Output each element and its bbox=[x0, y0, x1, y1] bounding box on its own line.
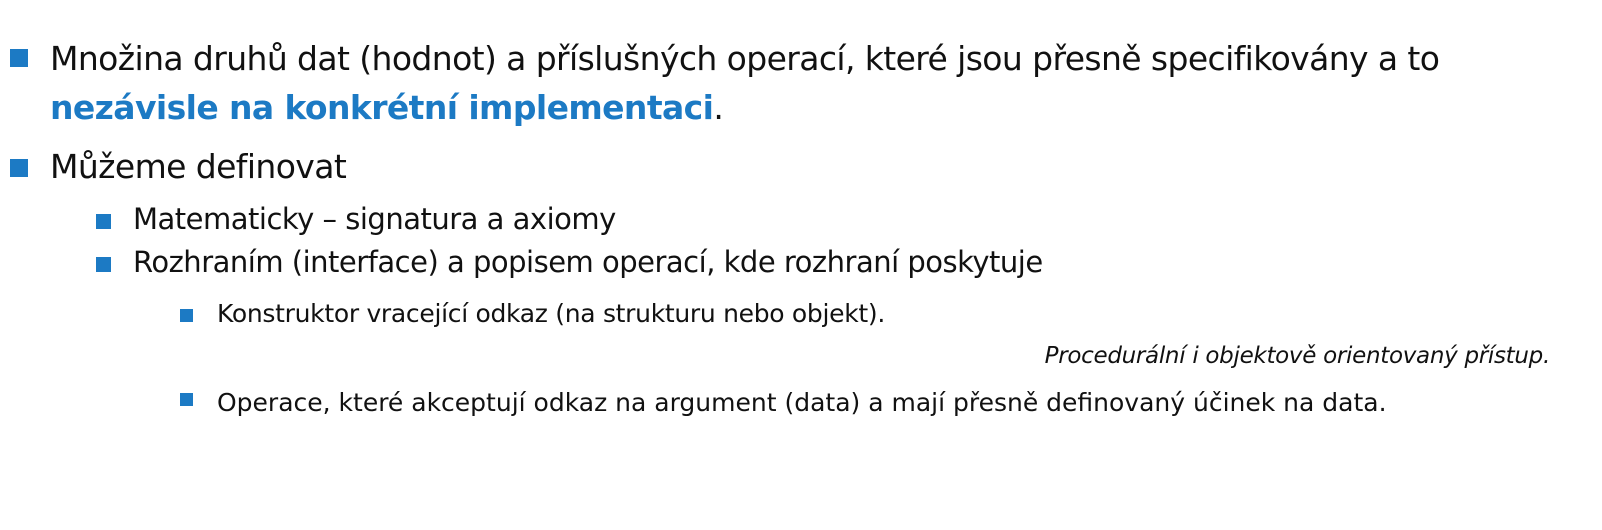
definition-text-line1: Množina druhů dat (hodnot) a příslušných operací, které jsou přesně specifikovány a to bbox=[50, 39, 1440, 78]
definition-text-line2 bbox=[50, 89, 723, 127]
sub-item-math-text: Matematicky – signatura a axiomy bbox=[133, 202, 616, 236]
square-bullet-icon bbox=[10, 49, 28, 67]
square-bullet-icon bbox=[96, 257, 111, 272]
subsub-item-operations-text: Operace, které akceptují odkaz na argument (data) a mají přesně definovaný účinek na data. bbox=[217, 388, 1387, 417]
subsub-item-constructor-text: Konstruktor vracející odkaz (na strukturu nebo objekt). bbox=[217, 299, 885, 328]
definition-tail: . bbox=[713, 88, 724, 127]
definition-emphasis: nezávisle na konkrétní implementaci bbox=[50, 88, 714, 127]
square-bullet-icon bbox=[96, 214, 111, 229]
sub-item-interface-text: Rozhraním (interface) a popisem operací, kde rozhraní poskytuje bbox=[133, 245, 1043, 279]
approach-note: Procedurální i objektově orientovaný přístup. bbox=[1044, 343, 1550, 369]
define-heading: Můžeme definovat bbox=[50, 147, 347, 186]
square-bullet-icon bbox=[180, 393, 193, 406]
square-bullet-icon bbox=[10, 159, 28, 177]
square-bullet-icon bbox=[180, 309, 193, 322]
